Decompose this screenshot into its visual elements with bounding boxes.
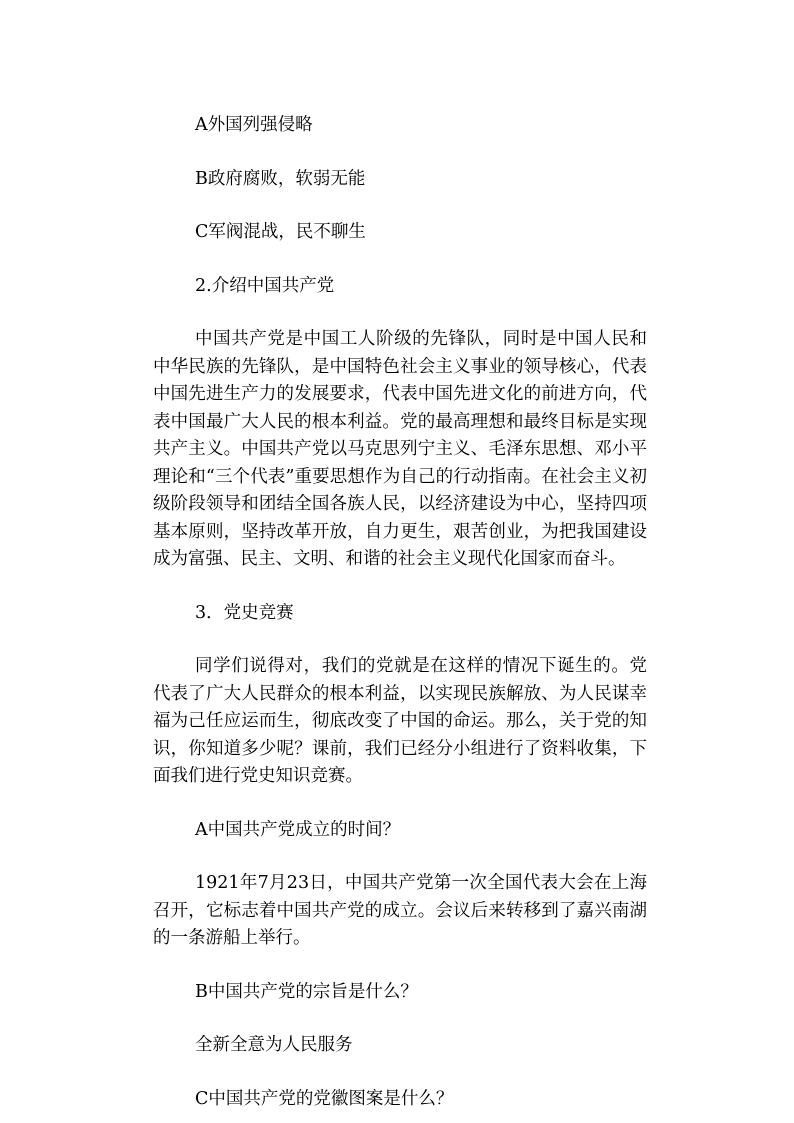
option-b-paragraph: B政府腐败，软弱无能 <box>195 168 366 189</box>
section-heading-2: 2.介绍中国共产党 <box>195 275 335 296</box>
answer-b: 全新全意为人民服务 <box>195 1035 353 1055</box>
answer-a: 1921年7月23日，中国共产党第一次全国代表大会在上海召开，它标志着中国共产党的成立。会议后来转移到了嘉兴南湖的一条游船上举行。 <box>153 873 647 948</box>
party-introduction-paragraph: 中国共产党是中国工人阶级的先锋队，同时是中国人民和中华民族的先锋队，是中国特色社会主义事业的领导核心，代表中国先进生产力的发展要求，代表中国先进文化的前进方向，代表中国最广大人民的根本利益。党的最高理想和最终目标是实现共产主义。中国共产党以马克思列宁主义、毛泽东思想、邓小平理论和“三个代表”重要思想作为自己的行动指南。在社会主义初级阶段领导和团结全国各族人民，以经济建设为中心，坚持四项基本原则，坚持改革开放，自力更生，艰苦创业，为把我国建设成为富强、民主、文明、和谐的社会主义现代化国家而奋斗。 <box>153 329 647 569</box>
section-heading-3: 3．党史竞赛 <box>195 602 294 623</box>
question-a: A中国共产党成立的时间？ <box>195 819 401 840</box>
contest-intro-paragraph: 同学们说得对，我们的党就是在这样的情况下诞生的。党代表了广大人民群众的根本利益，以实现民族解放、为人民谋幸福为己任应运而生，彻底改变了中国的命运。那么，关于党的知识，你知道多少呢？课前，我们已经分小组进行了资料收集，下面我们进行党史知识竞赛。 <box>153 656 647 786</box>
document-body <box>153 112 647 1113</box>
option-c-paragraph: C军阀混战，民不聊生 <box>195 222 366 242</box>
question-b: B中国共产党的宗旨是什么？ <box>195 981 418 1002</box>
option-a-paragraph: A外国列强侵略 <box>195 115 313 135</box>
question-c: C中国共产党的党徽图案是什么？ <box>195 1088 454 1109</box>
